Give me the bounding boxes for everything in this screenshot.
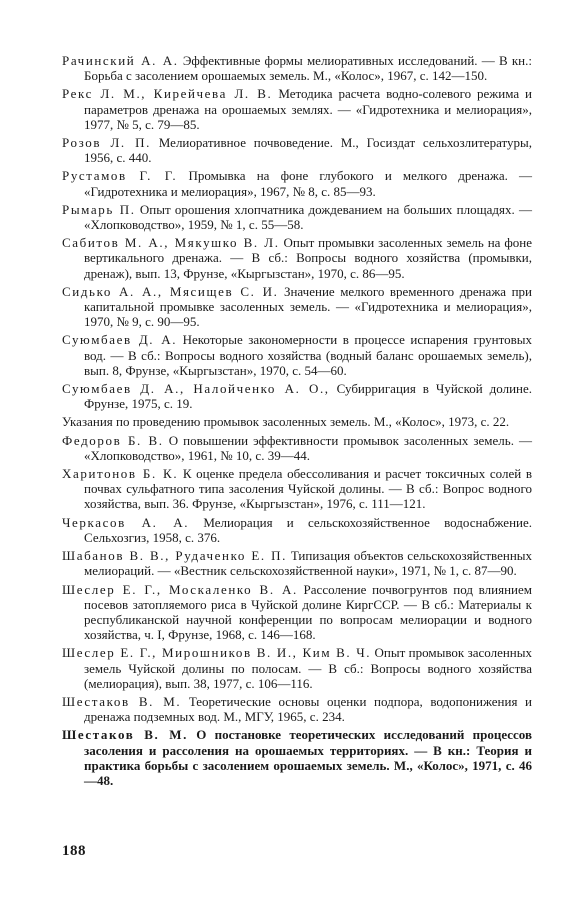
bibliography-list (62, 53, 532, 788)
entry-author: Шестаков В. М. (62, 727, 188, 743)
bibliography-entry-3 (62, 135, 532, 165)
entry-text: О повышении эффективности промывок засоленных земель. — «Хлопководство», 1961, № 10, с. 39—44. (84, 432, 532, 463)
bibliography-entry-2 (62, 86, 532, 132)
entry-author: Сидько А. А., Мясищев С. И. (62, 283, 279, 299)
bibliography-entry-15 (62, 582, 532, 643)
entry-author: Суюмбаев Д. А., Налойченко А. О., (62, 381, 330, 397)
entry-text: Некоторые закономерности в процессе испарения грунтовых вод. — В сб.: Вопросы водного хозяйства (водный баланс орошаемых земель), вып. 8, Фрунзе, «Кыргызстан», 1970, с. 54—60. (84, 332, 533, 378)
entry-text: Мелиоративное почвоведение. М., Госиздат сельхозлитературы, 1956, с. 440. (84, 135, 532, 166)
entry-author: Рачинский А. А. (62, 53, 179, 68)
bibliography-entry-1 (62, 53, 532, 83)
bibliography-entry-18 (62, 727, 532, 788)
entry-author: Шеслер Е. Г., Москаленко В. А. (62, 581, 298, 597)
entry-author: Федоров Б. В. (62, 432, 164, 448)
entry-text: Методика расчета водно-солевого режима и параметров дренажа на орошаемых землях. — «Гидротехника и мелиорация», 1977, № 5, с. 79—85. (84, 86, 532, 132)
bibliography-entry-5 (62, 202, 532, 232)
bibliography-entry-16 (62, 645, 532, 691)
bibliography-entry-14 (62, 548, 532, 578)
entry-text: Типизация объектов сельскохозяйственных мелиораций. — «Вестник сельскохозяйственной науки», 1971, № 1, с. 87—90. (84, 548, 533, 579)
page-number: 188 (62, 843, 86, 859)
entry-text: Значение мелкого временного дренажа при капитальной промывке засоленных земель. — «Гидротехника и мелиорация», 1970, № 9, с. 90—95. (84, 283, 533, 330)
bibliography-entry-8 (62, 332, 532, 378)
entry-text: Теоретические основы оценки подпора, водопонижения и дренажа подземных вод. М., МГУ, 1965, с. 234. (84, 693, 533, 725)
entry-text: Эффективные формы мелиоративных исследований. — В кн.: Борьба с засолением орошаемых земель. М., «Колос», 1967, с. 142—150. (84, 53, 532, 84)
bibliography-entry-11 (62, 433, 532, 463)
entry-author: Суюмбаев Д. А. (62, 332, 178, 348)
entry-text: Субирригация в Чуйской долине. Фрунзе, 1975, с. 19. (84, 381, 533, 412)
entry-author: Харитонов Б. К. (62, 466, 179, 482)
entry-author: Розов Л. П. (62, 135, 151, 151)
entry-author: Черкасов А. А. (62, 514, 190, 530)
bibliography-entry-12 (62, 466, 532, 512)
entry-author: Шеслер Е. Г., Мирошников В. И., Ким В. Ч. (62, 645, 372, 661)
entry-text: Опыт промывок засоленных земель Чуйской долины по полосам. — В сб.: Вопросы водного хозяйства (мелиорация), вып. 38, 1977, с. 106—116. (84, 645, 532, 691)
bibliography-entry-4 (62, 168, 532, 198)
entry-author: Сабитов М. А., Мякушко В. Л. (62, 235, 280, 251)
entry-author: Шестаков В. М. (62, 693, 182, 709)
entry-text: К оценке предела обессоливания и расчет токсичных солей в почвах сульфатного типа засоления Чуйской долины. — В сб.: Вопрос водного хозяйства, вып. 36. Фрунзе, «Кыргызстан», 1976, с. 111—121. (84, 466, 532, 512)
entry-text: Мелиорация и сельскохозяйственное водоснабжение. Сельхозгиз, 1958, с. 376. (84, 514, 533, 545)
bibliography-entry-6 (62, 235, 532, 281)
entry-text: Опыт орошения хлопчатника дождеванием на больших площадях. — «Хлопководство», 1959, № 1, с. 55—58. (84, 201, 532, 233)
entry-text: Опыт промывки засоленных земель на фоне вертикального дренажа. — В сб.: Вопросы водного хозяйства (промывки, дренаж), вып. 13, Фрунзе, «Кыргызстан», 1970, с. 86—95. (84, 235, 533, 281)
bibliography-entry-17 (62, 694, 532, 724)
bibliography-entry-9 (62, 381, 532, 411)
entry-text: Промывка на фоне глубокого и мелкого дренажа. — «Гидротехника и мелиорация», 1967, № 8, с. 85—93. (84, 168, 532, 199)
entry-author: Рустамов Г. Г. (62, 168, 178, 184)
entry-author: Рымарь П. (62, 201, 136, 217)
entry-text: О постановке теоретических исследований процессов засоления и рассоления на орошаемых территориях. — В кн.: Теория и практика борьбы с засолением орошаемых земель. М., «Колос», 1971, с. 46—48. (84, 727, 533, 788)
entry-text: Рассоление почвогрунтов под влиянием посевов затопляемого риса в Чуйской долине КиргССР. — В сб.: Материалы к республиканской научной конференции по вопросам мелиорации и водного хозяйства, ч. I, Фрунзе, 1968, с. 146—168. (84, 581, 532, 643)
bibliography-entry-13 (62, 515, 532, 545)
entry-text: Указания по проведению промывок засоленных земель. М., «Колос», 1973, с. 22. (62, 414, 510, 430)
entry-author: Рекс Л. М., Кирейчева Л. В. (62, 86, 273, 102)
bibliography-entry-7 (62, 284, 532, 330)
entry-author: Шабанов В. В., Рудаченко Е. П. (62, 548, 287, 564)
bibliography-entry-10 (62, 414, 532, 429)
